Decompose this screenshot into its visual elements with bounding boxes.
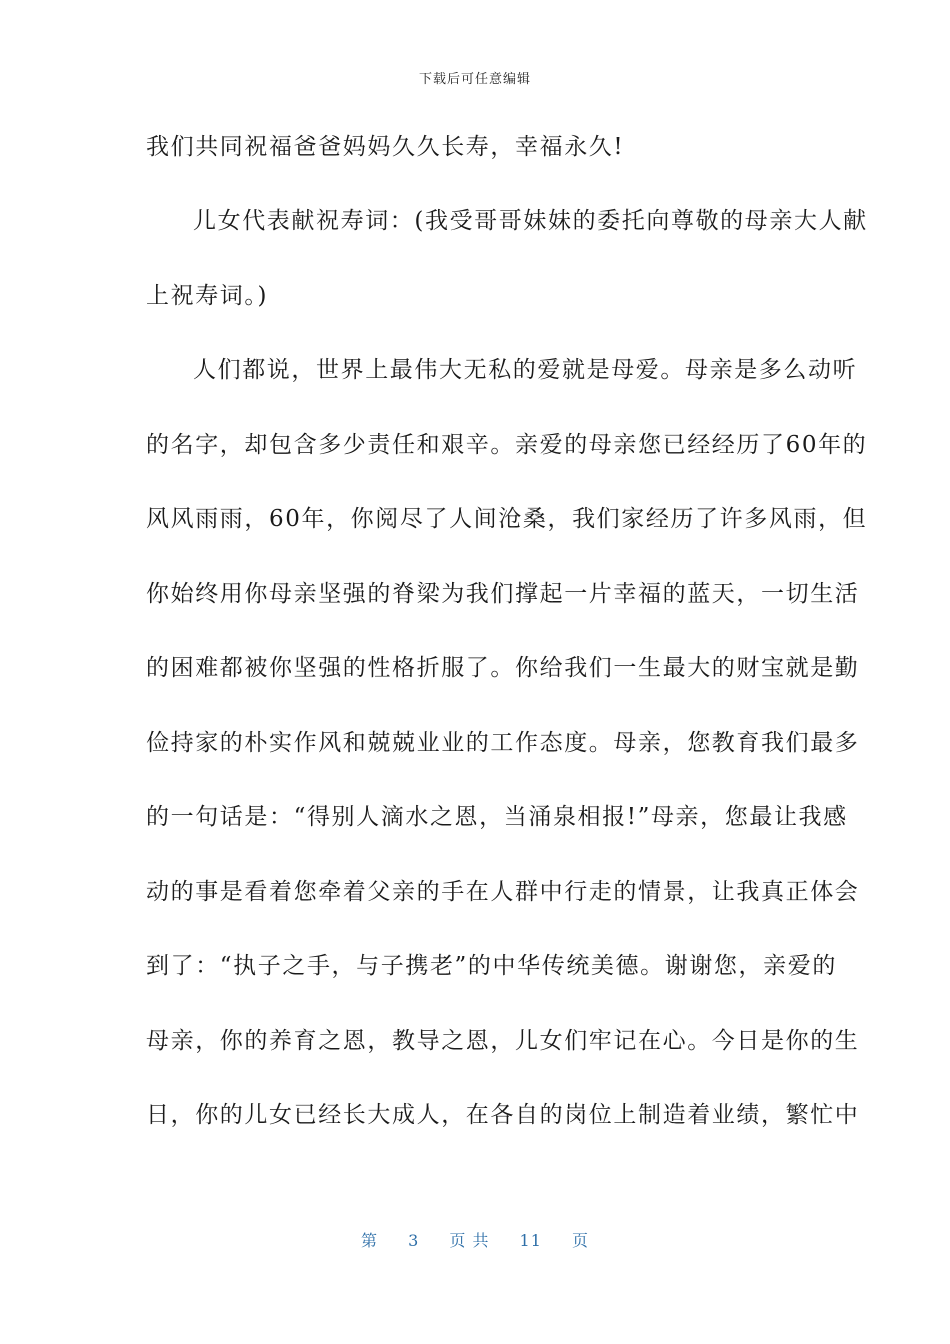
page-footer: [0, 1228, 950, 1251]
text-line: 风风雨雨，60年，你阅尽了人间沧桑，我们家经历了许多风雨，但: [146, 506, 868, 532]
text-line: 上祝寿词。): [146, 283, 269, 309]
text-line: 的困难都被你坚强的性格折服了。你给我们一生最大的财宝就是勤: [146, 655, 860, 681]
footer-prefix: 第: [360, 1231, 378, 1250]
text-line: 的名字，却包含多少责任和艰辛。亲爱的母亲您已经经历了60年的: [146, 432, 868, 458]
page-header: 下载后可任意编辑: [418, 72, 531, 87]
text-line: 日，你的儿女已经长大成人，在各自的岗位上制造着业绩，繁忙中: [146, 1102, 860, 1128]
text-line: 母亲，你的养育之恩，教导之恩，儿女们牢记在心。今日是你的生: [146, 1028, 860, 1054]
text-line: 你始终用你母亲坚强的脊梁为我们撑起一片幸福的蓝天，一切生活: [146, 581, 860, 607]
page-number: 3: [408, 1231, 420, 1250]
text-line: 动的事是看着您牵着父亲的手在人群中行走的情景，让我真正体会: [146, 879, 860, 905]
text-line: 儿女代表献祝寿词：(我受哥哥妹妹的委托向尊敬的母亲大人献: [193, 208, 868, 234]
text-line: 到了：“执子之手，与子携老”的中华传统美德。谢谢您，亲爱的: [146, 953, 837, 979]
text-line: 俭持家的朴实作风和兢兢业业的工作态度。母亲，您教育我们最多: [146, 730, 860, 756]
footer-middle: 页 共: [449, 1231, 490, 1250]
text-line: 人们都说，世界上最伟大无私的爱就是母爱。母亲是多么动听: [193, 357, 858, 383]
footer-suffix: 页: [572, 1231, 590, 1250]
text-line: 我们共同祝福爸爸妈妈久久长寿，幸福永久!: [146, 134, 625, 160]
total-pages: 11: [519, 1231, 542, 1250]
text-line: 的一句话是：“得别人滴水之恩，当涌泉相报!”母亲，您最让我感: [146, 804, 848, 830]
